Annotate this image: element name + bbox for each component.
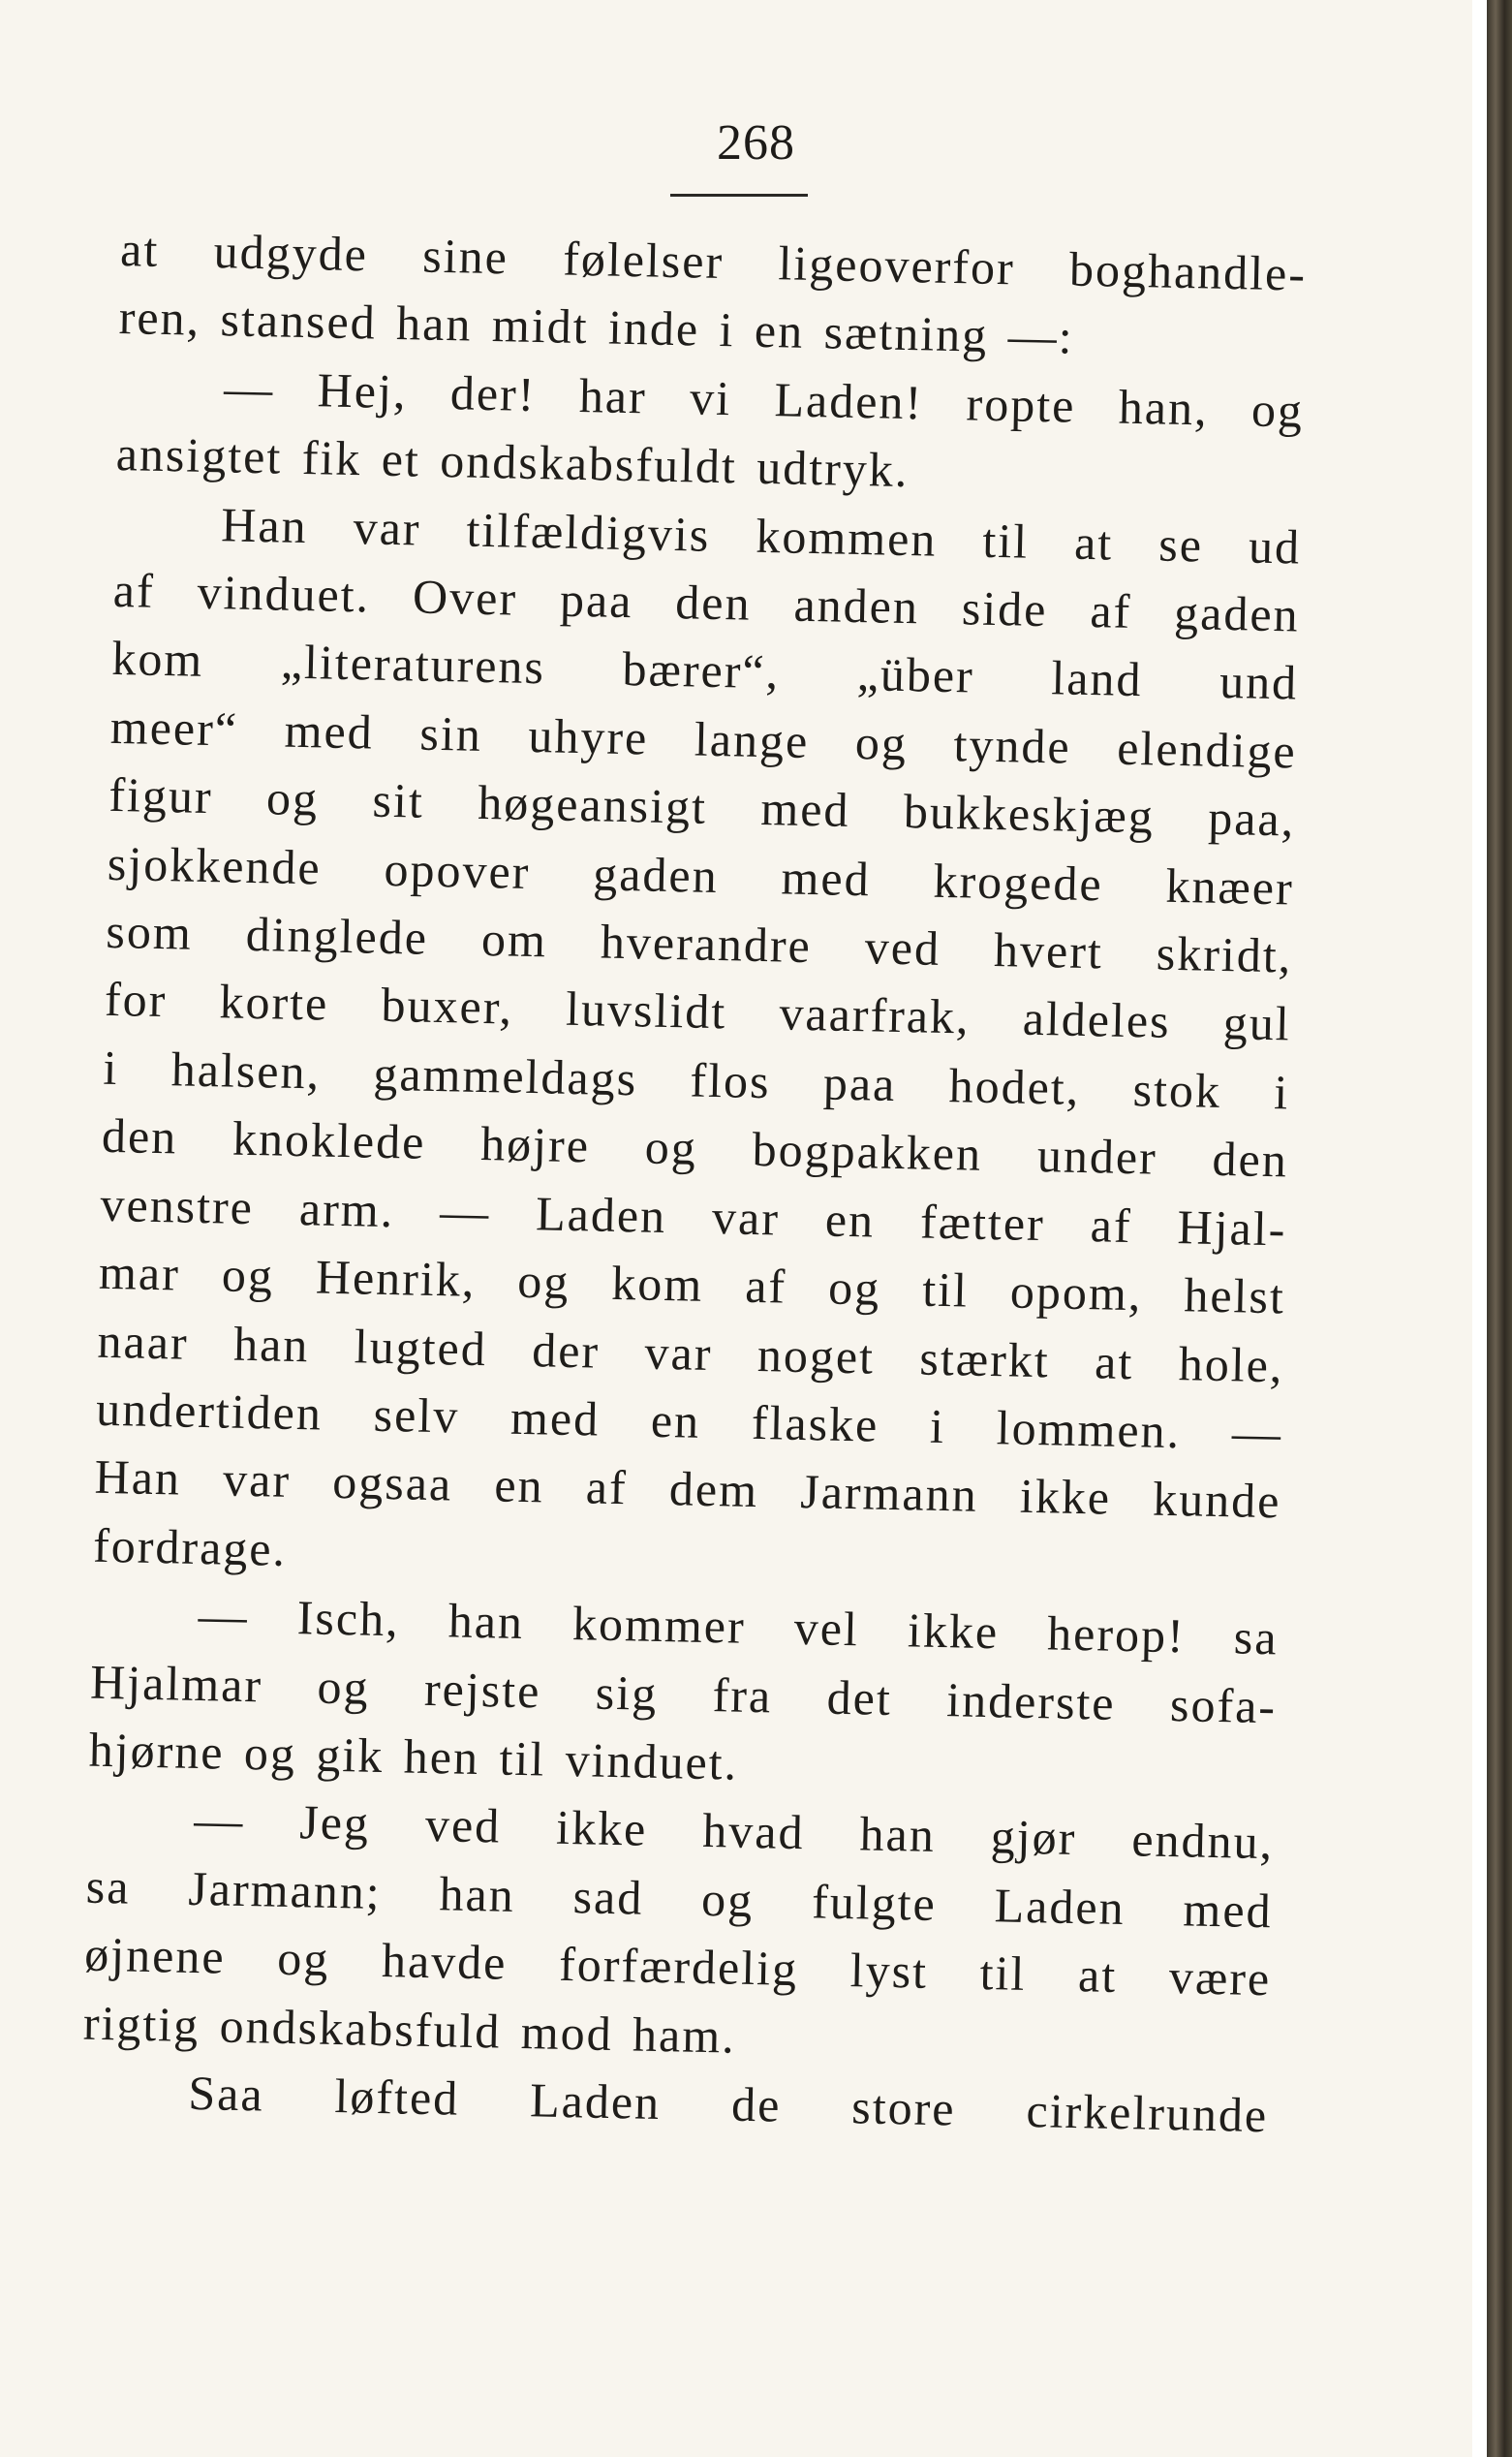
- text-line: at udgyde sine følelser ligeoverfor boghandle-: [119, 221, 1308, 301]
- page-gutter: [1472, 0, 1487, 2457]
- text-line: sjokkende opover gaden med krogede knæer: [107, 835, 1295, 916]
- text-line: øjnene og havde forfærdelig lyst til at være: [83, 1926, 1272, 2006]
- text-line: figur og sit høgeansigt med bukkeskjæg paa,: [108, 767, 1296, 847]
- text-line: — Isch, han kommer vel ikke herop! sa: [198, 1588, 1280, 1665]
- text-line: undertiden selv med en flaske i lommen. —: [95, 1381, 1283, 1461]
- text-line: Hjalmar og rejste sig fra det inderste sofa-: [89, 1654, 1278, 1733]
- text-line: Saa løfted Laden de store cirkelrunde: [187, 2065, 1269, 2143]
- text-line: venstre arm. — Laden var en fætter af Hjal-: [100, 1176, 1287, 1257]
- text-line: Han var tilfældigvis kommen til at se ud: [220, 496, 1302, 575]
- text-line: for korte buxer, luvslidt vaarfrak, aldeles gul: [104, 972, 1292, 1051]
- text-line: hjørne og gik hen til vinduet.: [88, 1722, 739, 1790]
- text-line: ren, stansed han midt inde i en sætning —:: [118, 290, 1075, 365]
- text-line: rigtig ondskabsfuld mod ham.: [82, 1995, 737, 2064]
- text-line: som dinglede om hverandre ved hvert skridt,: [105, 903, 1293, 983]
- text-line: — Jeg ved ikke hvad han gjør endnu,: [193, 1792, 1275, 1870]
- text-line: i halsen, gammeldags flos paa hodet, stok i: [102, 1040, 1290, 1120]
- text-line: af vinduet. Over paa den anden side af gaden: [112, 562, 1301, 642]
- body-text: [81, 215, 1308, 2150]
- text-line: ansigtet fik et ondskabsfuldt udtryk.: [115, 426, 910, 498]
- page-number: 268: [717, 115, 795, 171]
- text-line: — Hej, der! har vi Laden! ropte han, og: [223, 360, 1305, 438]
- text-line: den knoklede højre og bogpakken under den: [101, 1108, 1289, 1188]
- text-line: naar han lugted der var noget stærkt at hole,: [97, 1313, 1284, 1392]
- book-edge-shadow: [1487, 0, 1512, 2457]
- text-line: sa Jarmann; han sad og fulgte Laden med: [85, 1858, 1274, 1939]
- text-line: meer“ med sin uhyre lange og tynde elendige: [109, 699, 1298, 779]
- text-line: mar og Henrik, og kom af og til opom, helst: [98, 1244, 1286, 1324]
- text-line: Han var ogsaa en af dem Jarmann ikke kunde: [94, 1449, 1282, 1529]
- text-line: kom „literaturens bærer“, „über land und: [110, 631, 1299, 710]
- page-number-rule: [670, 194, 808, 197]
- text-line: fordrage.: [92, 1517, 288, 1576]
